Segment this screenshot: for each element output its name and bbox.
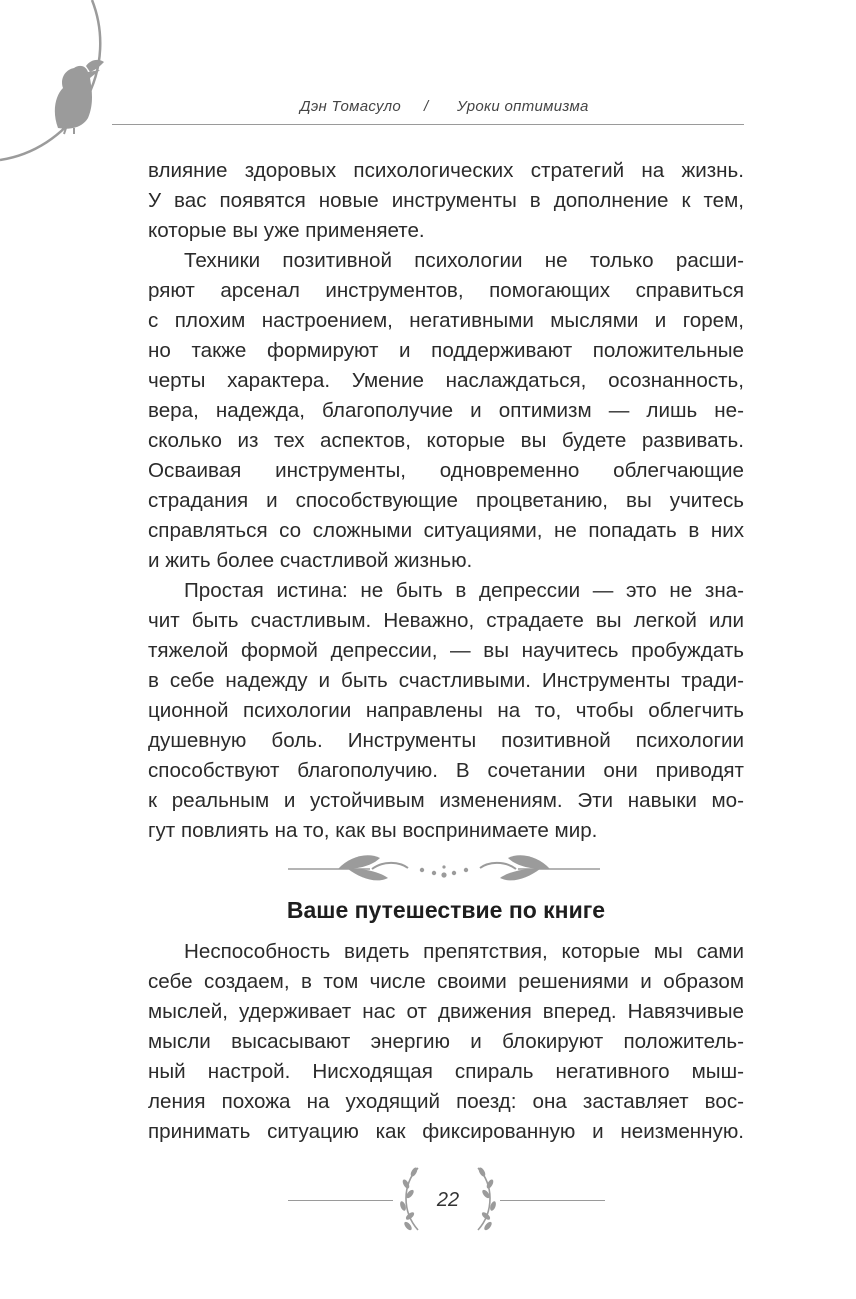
- text-line: но также формируют и поддерживают положительные: [148, 339, 744, 362]
- text-line: ряют арсенал инструментов, помогающих справиться: [148, 279, 744, 302]
- text-line: Неспособность видеть препятствия, которые мы сами: [184, 940, 744, 963]
- text-line: Осваивая инструменты, одновременно облегчающие: [148, 459, 744, 482]
- running-header-book-title: Уроки оптимизма: [457, 98, 589, 115]
- text-line: которые вы уже применяете.: [148, 219, 425, 242]
- text-line: ный настрой. Нисходящая спираль негативного мыш-: [148, 1060, 744, 1083]
- body-text-bottom: [148, 937, 744, 1147]
- section-heading: Ваше путешествие по книге: [286, 897, 606, 923]
- text-line: себе создаем, в том числе своими решениями и образом: [148, 970, 744, 993]
- text-line: мысли высасывают энергию и блокируют положитель-: [148, 1030, 744, 1053]
- text-line: к реальным и устойчивым изменениям. Эти навыки мо-: [148, 789, 744, 812]
- text-line: вера, надежда, благополучие и оптимизм — лишь не-: [148, 399, 744, 422]
- text-line: ления похожа на уходящий поезд: она заставляет вос-: [148, 1090, 744, 1113]
- text-line: чит быть счастливым. Неважно, страдаете вы легкой или: [148, 609, 744, 632]
- text-line: ционной психологии направлены на то, чтобы облегчить: [148, 699, 744, 722]
- text-line: влияние здоровых психологических стратегий на жизнь.: [148, 159, 744, 182]
- text-line: гут повлиять на то, как вы воспринимаете мир.: [148, 819, 598, 842]
- text-line: мыслей, удерживает нас от движения вперед. Навязчивые: [148, 1000, 744, 1023]
- text-line: Техники позитивной психологии не только расши-: [184, 249, 744, 272]
- text-line: страдания и способствующие процветанию, вы учитесь: [148, 489, 744, 512]
- text-line: принимать ситуацию как фиксированную и неизменную.: [148, 1120, 744, 1143]
- running-header-author: Дэн Томасуло: [300, 98, 402, 115]
- text-line: Простая истина: не быть в депрессии — это не зна-: [184, 579, 744, 602]
- running-header-separator: /: [424, 98, 429, 115]
- text-line: тяжелой формой депрессии, — вы научитесь пробуждать: [148, 639, 744, 662]
- body-text-top: [148, 156, 744, 846]
- footer-rule-left: [288, 1200, 393, 1201]
- bird-logo-icon: [0, 0, 130, 175]
- text-line: справляться со сложными ситуациями, не попадать в них: [148, 519, 744, 542]
- text-line: У вас появятся новые инструменты в дополнение к тем,: [148, 189, 744, 212]
- floral-divider-icon: [288, 848, 600, 890]
- text-line: и жить более счастливой жизнью.: [148, 549, 473, 572]
- text-line: с плохим настроением, негативными мыслями и горем,: [148, 309, 744, 332]
- text-line: способствуют благополучию. В сочетании они приводят: [148, 759, 744, 782]
- text-line: черты характера. Умение наслаждаться, осознанность,: [148, 369, 744, 392]
- text-line: в себе надежду и быть счастливыми. Инструменты тради-: [148, 669, 744, 692]
- page-footer: [288, 1160, 608, 1240]
- text-line: душевную боль. Инструменты позитивной психологии: [148, 729, 744, 752]
- footer-rule-right: [500, 1200, 605, 1201]
- page-number: 22: [436, 1189, 460, 1211]
- text-line: сколько из тех аспектов, которые вы будете развивать.: [148, 429, 744, 452]
- header-rule: [112, 124, 744, 125]
